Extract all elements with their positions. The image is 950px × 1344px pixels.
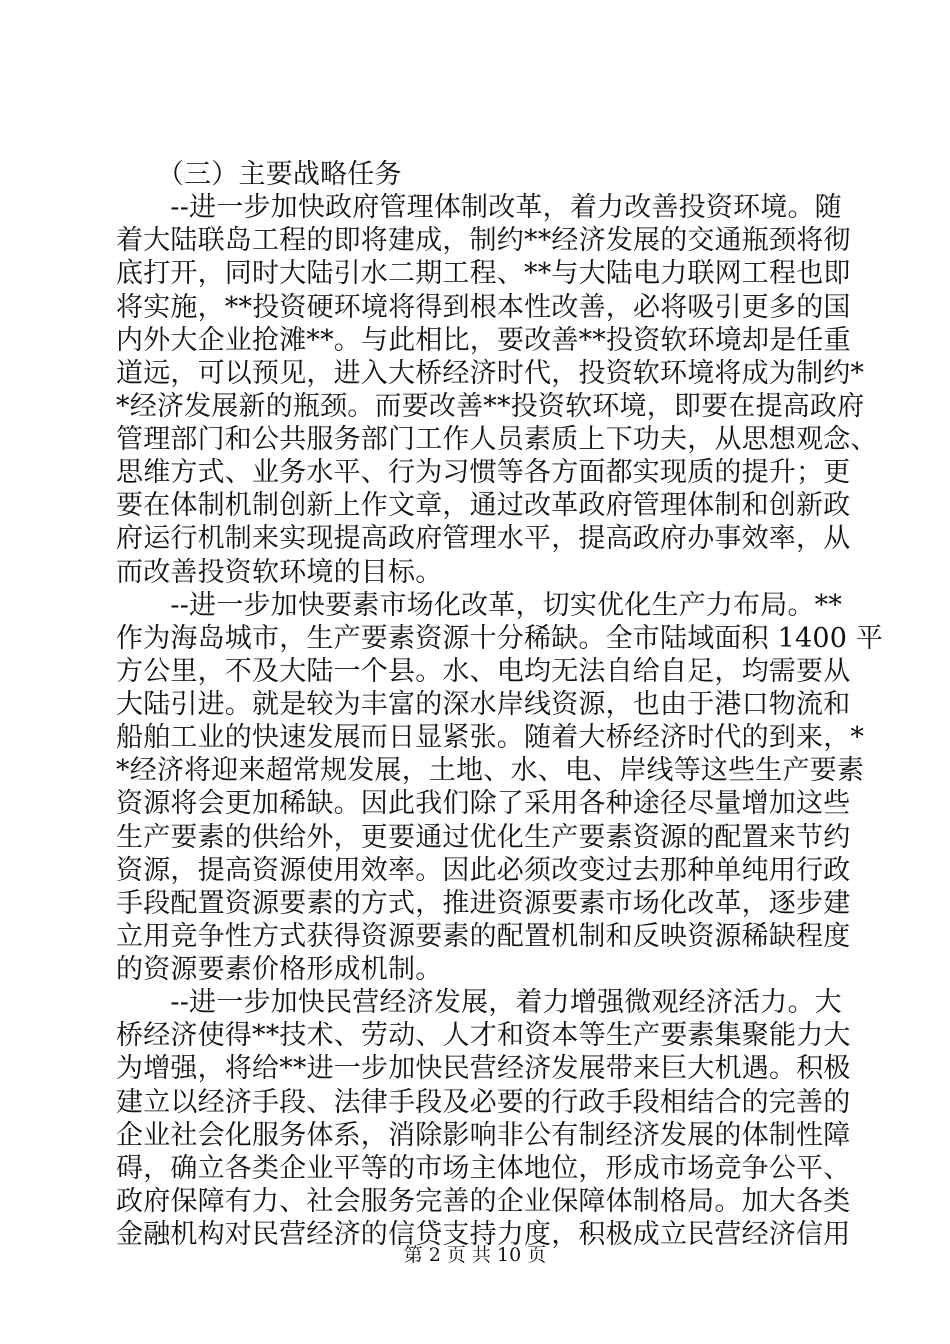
paragraph-line: 手段配置资源要素的方式，推进资源要素市场化改革，逐步建	[116, 888, 851, 919]
paragraph-line: 资源将会更加稀缺。因此我们除了采用各种途径尽量增加这些	[116, 788, 851, 819]
paragraph-line: 为增强，将给**进一步加快民营经济发展带来巨大机遇。积极	[116, 1053, 851, 1084]
paragraph-line: 底打开，同时大陆引水二期工程、**与大陆电力联网工程也即	[116, 258, 851, 289]
paragraph-line: 方公里，不及大陆一个县。水、电均无法自给自足，均需要从	[116, 656, 851, 687]
paragraph-line: 桥经济使得**技术、劳动、人才和资本等生产要素集聚能力大	[116, 1020, 851, 1051]
paragraph-line: 政府保障有力、社会服务完善的企业保障体制格局。加大各类	[116, 1186, 851, 1217]
paragraph-line: 生产要素的供给外，更要通过优化生产要素资源的配置来节约	[116, 822, 851, 853]
paragraph-line: 企业社会化服务体系，消除影响非公有制经济发展的体制性障	[116, 1120, 851, 1151]
paragraph-line: 的资源要素价格形成机制。	[116, 954, 443, 985]
section-heading: （三）主要战略任务	[116, 159, 402, 190]
paragraph-line: --进一步加快民营经济发展，着力增强微观经济活力。大	[116, 987, 842, 1018]
paragraph-line: 大陆引进。就是较为丰富的深水岸线资源，也由于港口物流和	[116, 689, 851, 720]
paragraph-line: 内外大企业抢滩**。与此相比，要改善**投资软环境却是任重	[116, 325, 851, 356]
paragraph-line: 资源，提高资源使用效率。因此必须改变过去那种单纯用行政	[116, 855, 851, 886]
paragraph-line: 要在体制机制创新上作文章，通过改革政府管理体制和创新政	[116, 490, 851, 521]
paragraph-line: 碍，确立各类企业平等的市场主体地位，形成市场竞争公平、	[116, 1153, 851, 1184]
paragraph-line: *经济发展新的瓶颈。而要改善**投资软环境，即要在提高政府	[116, 391, 865, 422]
paragraph-line: --进一步加快要素市场化改革，切实优化生产力布局。**	[116, 590, 843, 621]
paragraph-line: 立用竞争性方式获得资源要素的配置机制和反映资源稀缺程度	[116, 921, 851, 952]
paragraph-line: 将实施，**投资硬环境将得到根本性改善，必将吸引更多的国	[116, 292, 851, 323]
page-footer: 第 2 页 共 10 页	[403, 1244, 547, 1266]
paragraph-line: 管理部门和公共服务部门工作人员素质上下功夫，从思想观念、	[116, 424, 878, 455]
paragraph-line: 道远，可以预见，进入大桥经济时代，投资软环境将成为制约*	[116, 358, 865, 389]
paragraph-line: 作为海岛城市，生产要素资源十分稀缺。全市陆域面积 1400 平	[116, 623, 884, 654]
paragraph-line: 金融机构对民营经济的信贷支持力度，积极成立民营经济信用	[116, 1219, 851, 1250]
paragraph-line: 府运行机制来实现提高政府管理水平，提高政府办事效率，从	[116, 523, 851, 554]
paragraph-line: --进一步加快政府管理体制改革，着力改善投资环境。随	[116, 192, 842, 223]
paragraph-line: *经济将迎来超常规发展，土地、水、电、岸线等这些生产要素	[116, 755, 865, 786]
paragraph-line: 思维方式、业务水平、行为习惯等各方面都实现质的提升；更	[116, 457, 851, 488]
paragraph-line: 着大陆联岛工程的即将建成，制约**经济发展的交通瓶颈将彻	[116, 225, 851, 256]
paragraph-line: 船舶工业的快速发展而日显紧张。随着大桥经济时代的到来，*	[116, 722, 865, 753]
paragraph-line: 而改善投资软环境的目标。	[116, 557, 443, 588]
paragraph-line: 建立以经济手段、法律手段及必要的行政手段相结合的完善的	[116, 1087, 851, 1118]
